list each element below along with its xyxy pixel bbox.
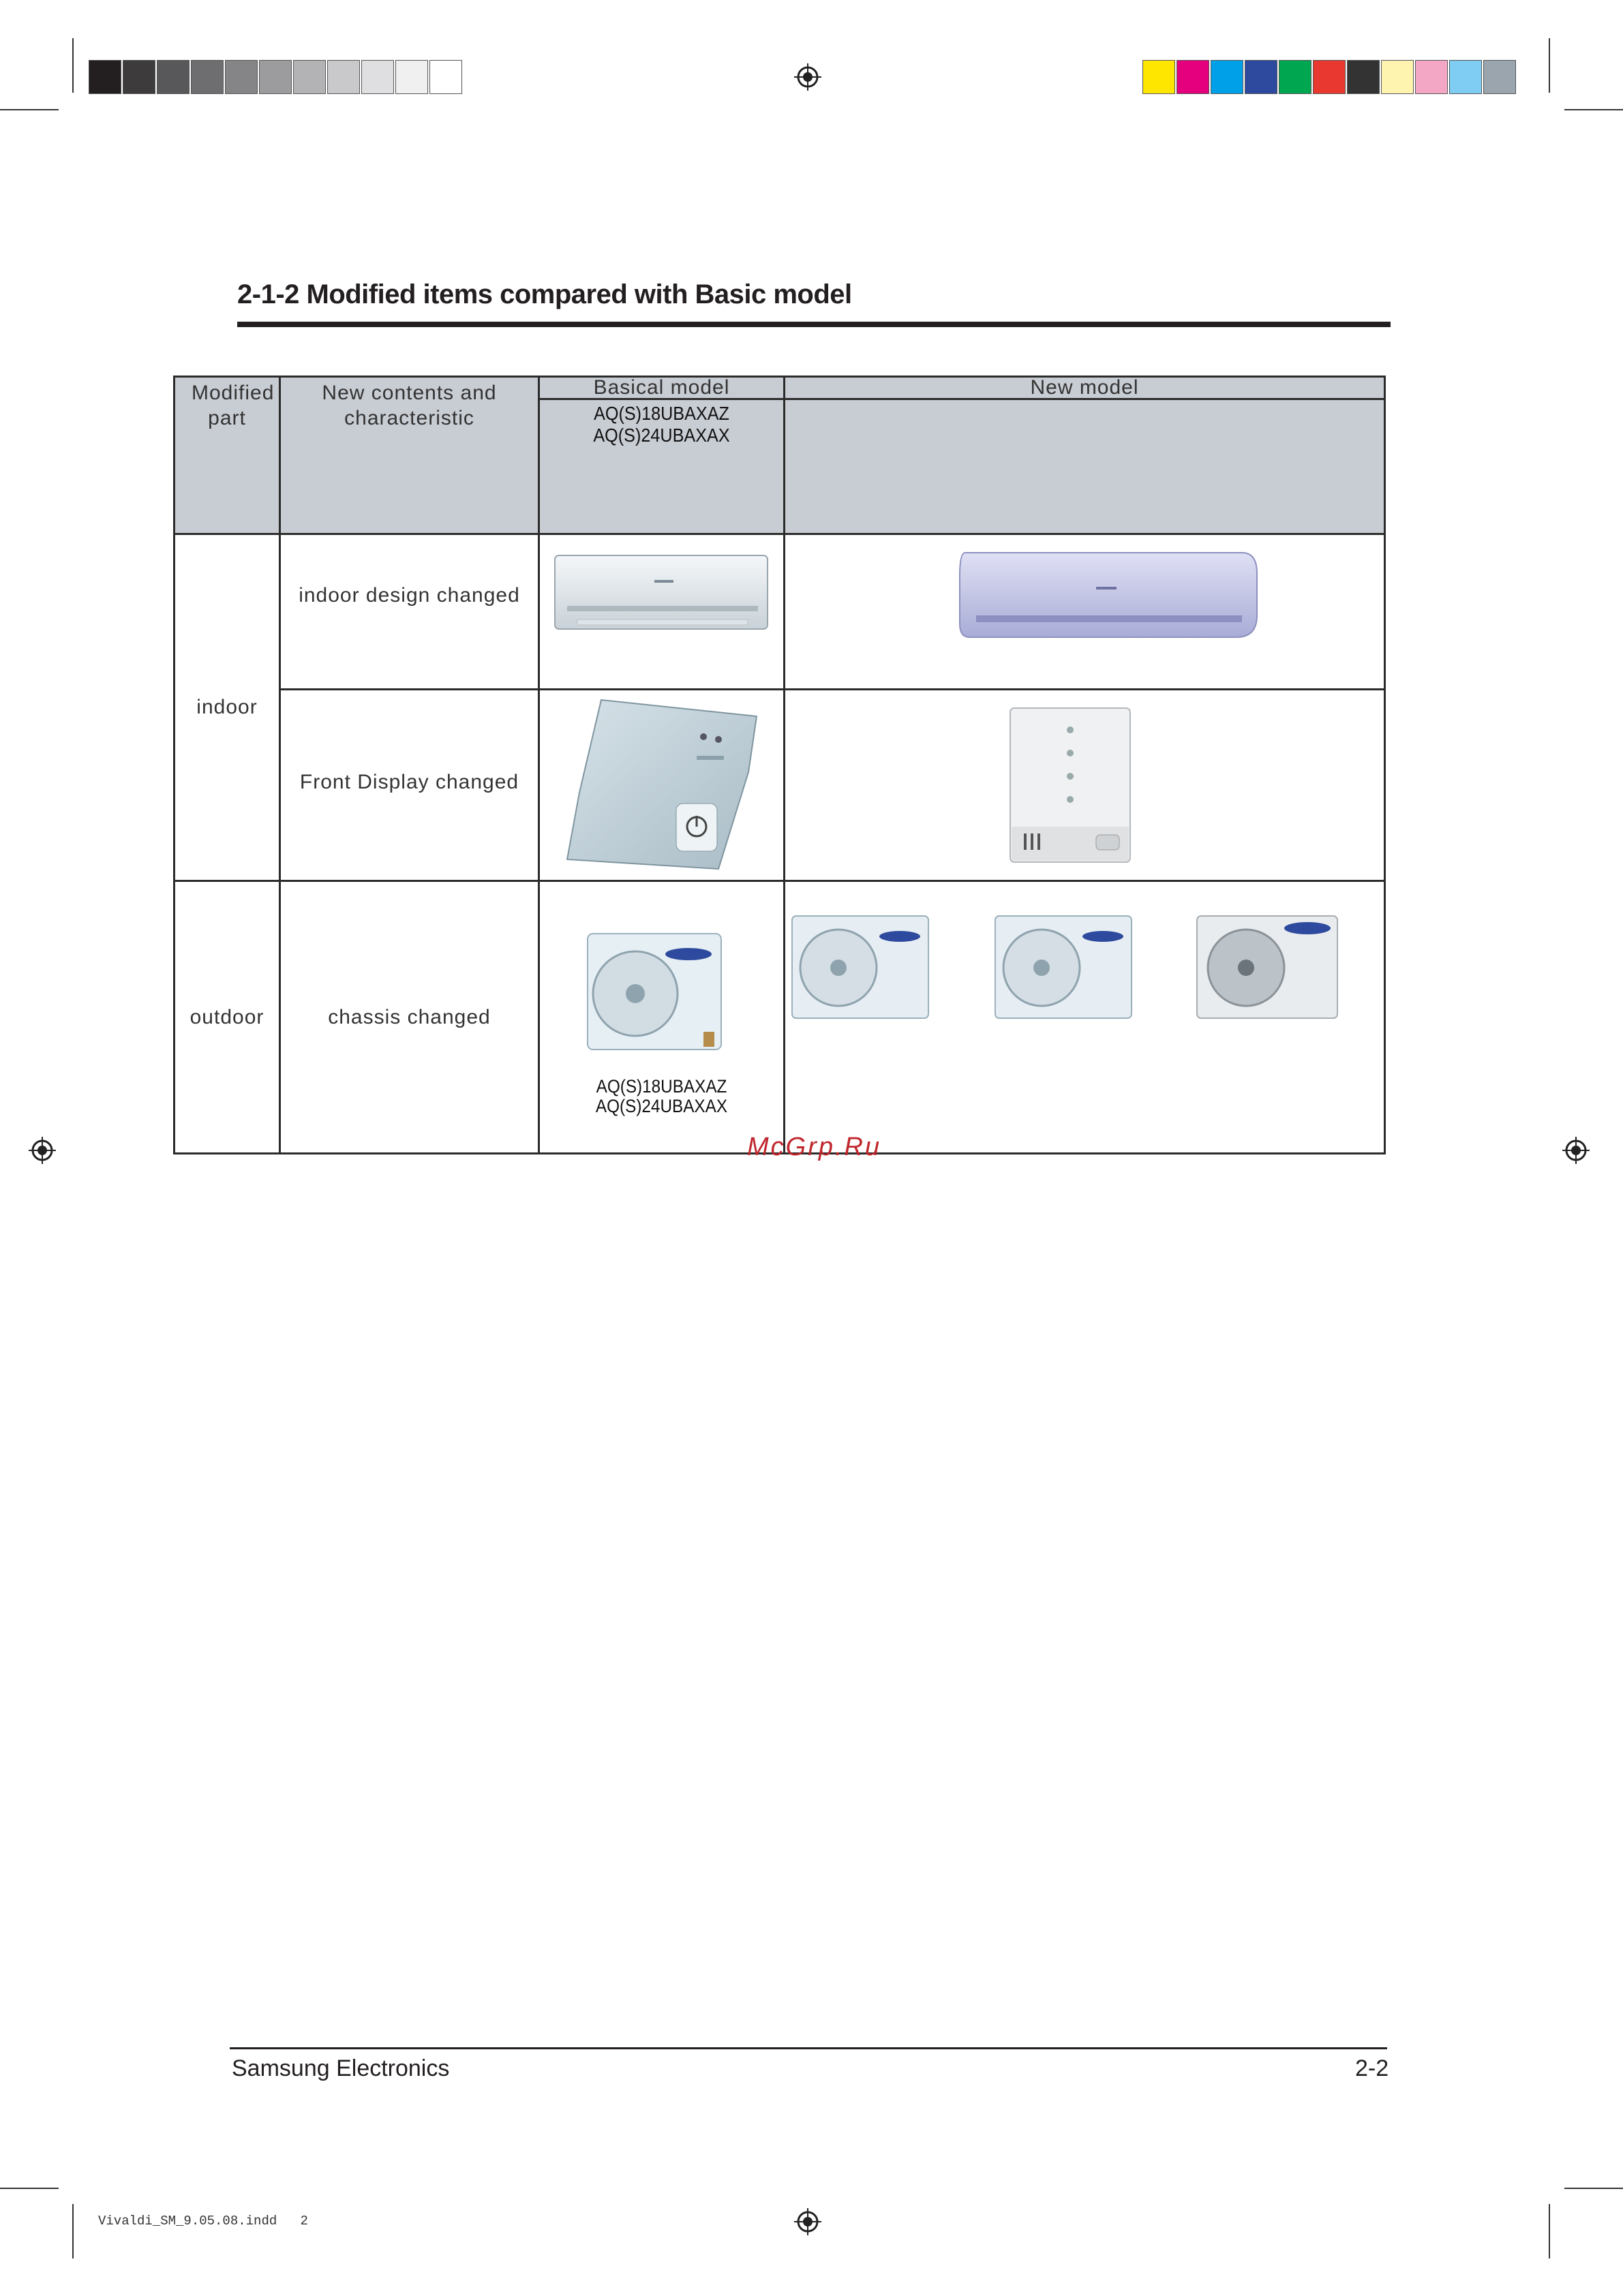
- basic-display-image-cell: [539, 690, 785, 881]
- gray-swatch: [157, 60, 189, 94]
- new-indoor-unit-image: [785, 535, 1382, 683]
- header-new-model: [785, 377, 1385, 534]
- basic-model-id: AQ(S)24UBAXAX: [593, 425, 730, 446]
- item-front-display: [280, 690, 539, 881]
- header-new-contents-label: New contents and characteristic: [322, 382, 497, 429]
- gray-swatch: [327, 60, 360, 94]
- item-front-display-label: Front Display changed: [299, 771, 519, 793]
- color-swatch: [1279, 60, 1311, 94]
- basic-indoor-unit-image: [540, 535, 781, 683]
- gray-swatch: [225, 60, 258, 94]
- registration-mark-icon: [794, 63, 821, 91]
- color-swatch: [1381, 60, 1414, 94]
- item-chassis-label: chassis changed: [328, 1005, 491, 1028]
- color-swatch: [1245, 60, 1277, 94]
- section-title: 2-1-2 Modified items compared with Basic model: [237, 279, 852, 309]
- gray-swatch: [191, 60, 224, 94]
- crop-mark: [72, 2204, 74, 2259]
- outdoor-basic-model-id: AQ(S)18UBAXAZ: [596, 1076, 727, 1097]
- gray-swatch: [293, 60, 326, 94]
- header-new-model-label: New model: [785, 378, 1384, 400]
- color-swatch: [1483, 60, 1516, 94]
- item-indoor-design: [280, 534, 539, 690]
- part-outdoor: [175, 881, 280, 1154]
- crop-mark: [1549, 2204, 1550, 2259]
- color-swatch: [1347, 60, 1380, 94]
- page-number: 2-2: [1355, 2055, 1389, 2081]
- gray-swatch: [89, 60, 121, 94]
- registration-mark-icon: [29, 1137, 56, 1164]
- footer-rule: [230, 2047, 1387, 2049]
- item-indoor-design-label: indoor design changed: [299, 584, 520, 607]
- color-swatch: [1211, 60, 1243, 94]
- header-basical-model-label: Basical model: [540, 378, 783, 400]
- crop-mark: [1564, 2188, 1623, 2189]
- registration-mark-icon: [794, 2208, 821, 2235]
- gray-swatch: [395, 60, 428, 94]
- outdoor-basic-model-id: AQ(S)24UBAXAX: [595, 1096, 728, 1116]
- gray-swatch: [123, 60, 155, 94]
- header-basical-model: [539, 377, 785, 534]
- basic-indoor-image-cell: [539, 534, 785, 690]
- crop-mark: [1549, 38, 1550, 93]
- new-display-image-cell: [785, 690, 1385, 881]
- color-swatch: [1142, 60, 1175, 94]
- gray-swatch: [259, 60, 292, 94]
- basic-outdoor-image-cell: [539, 881, 785, 1154]
- item-chassis: [280, 881, 539, 1154]
- color-swatch: [1313, 60, 1346, 94]
- gray-swatch: [429, 60, 462, 94]
- color-swatch: [1415, 60, 1448, 94]
- registration-mark-icon: [1562, 1137, 1590, 1164]
- footer-company: Samsung Electronics: [232, 2055, 450, 2081]
- crop-mark: [0, 2188, 59, 2189]
- color-swatch: [1449, 60, 1482, 94]
- basic-model-id: AQ(S)18UBAXAZ: [594, 403, 729, 424]
- new-outdoor-image-cell: [785, 881, 1385, 1154]
- crop-mark: [1564, 109, 1623, 110]
- crop-mark: [0, 109, 59, 110]
- header-new-contents: [280, 377, 539, 534]
- header-modified-part: [175, 377, 280, 534]
- new-front-display-image: [785, 690, 1382, 874]
- basic-outdoor-unit-image: [540, 923, 781, 1080]
- file-slug: Vivaldi_SM_9.05.08.indd 2: [98, 2214, 308, 2229]
- comparison-table: [173, 376, 1386, 1154]
- title-rule: [237, 322, 1391, 327]
- new-indoor-image-cell: [785, 534, 1385, 690]
- color-swatch: [1177, 60, 1209, 94]
- part-outdoor-label: outdoor: [189, 1005, 264, 1028]
- header-modified-part-label: Modified part: [192, 382, 275, 429]
- part-indoor-label: indoor: [196, 696, 258, 718]
- part-indoor: [175, 534, 280, 881]
- watermark: McGrp.Ru: [747, 1133, 882, 1161]
- basic-front-display-image: [540, 690, 781, 874]
- new-outdoor-units-image: [785, 909, 1382, 1066]
- gray-swatch: [361, 60, 394, 94]
- crop-mark: [72, 38, 74, 93]
